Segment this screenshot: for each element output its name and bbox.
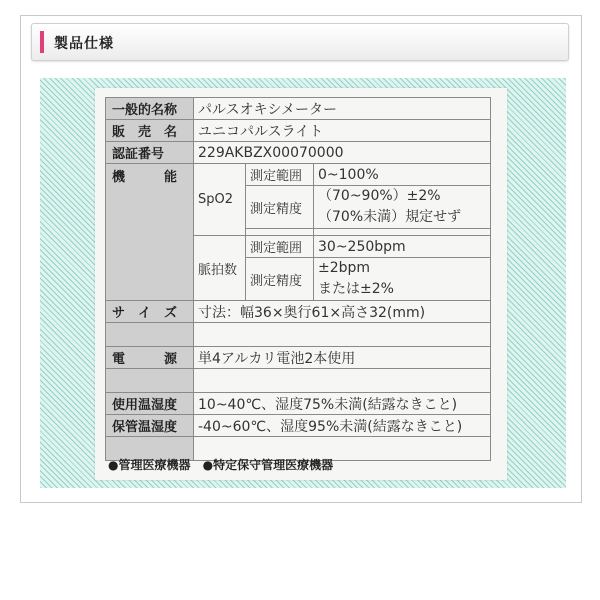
- footer-note-maintenance-device: ●特定保守管理医療機器: [202, 458, 334, 472]
- spec-table: [105, 97, 491, 461]
- spo2-accuracy-line1: （70~90%）±2%: [318, 188, 441, 204]
- pulse-accuracy-line1: ±2bpm: [318, 260, 371, 276]
- row-label-operating: 使用温湿度: [106, 393, 194, 415]
- cert-no-value: 229AKBZX00070000: [194, 142, 491, 164]
- section-header: [31, 23, 569, 61]
- spo2-accuracy-label: 測定精度: [246, 186, 314, 229]
- row-label-sales-name: 販 売 名: [106, 120, 194, 142]
- table-row: [106, 347, 491, 369]
- footer-note-controlled-device: ●管理医療機器: [108, 458, 191, 472]
- table-row: [106, 393, 491, 415]
- power-value: 単4アルカリ電池2本使用: [194, 347, 491, 369]
- row-label-power: 電 源: [106, 347, 194, 369]
- pulse-label: 脈拍数: [194, 236, 246, 301]
- size-value: 寸法：幅36×奥行61×高さ32(mm): [194, 301, 491, 323]
- pulse-range-value: 30~250bpm: [314, 236, 491, 258]
- table-row: [106, 120, 491, 142]
- spo2-range-value: 0~100%: [314, 164, 491, 186]
- row-label-function: 機 能: [106, 164, 194, 301]
- spo2-range-label: 測定範囲: [246, 164, 314, 186]
- spo2-accuracy-line2: （70%未満）規定せず: [318, 209, 462, 225]
- table-row: [106, 415, 491, 437]
- pulse-accuracy-label: 測定精度: [246, 258, 314, 301]
- section-title: 製品仕様: [54, 36, 114, 52]
- table-row: [106, 142, 491, 164]
- table-row: [106, 164, 491, 186]
- operating-value: 10~40℃、湿度75%未満(結露なきこと): [194, 393, 491, 415]
- header-accent-bar: [40, 31, 44, 53]
- table-row: [106, 98, 491, 120]
- sales-name-value: ユニコパルスライト: [194, 120, 491, 142]
- pulse-accuracy-value: [314, 258, 491, 301]
- storage-value: -40~60℃、湿度95%未満(結露なきこと): [194, 415, 491, 437]
- row-label-general-name: 一般的名称: [106, 98, 194, 120]
- general-name-value: パルスオキシメーター: [194, 98, 491, 120]
- row-label-size: サ イ ズ: [106, 301, 194, 323]
- pulse-range-label: 測定範囲: [246, 236, 314, 258]
- table-row: [106, 369, 491, 393]
- table-row: [106, 323, 491, 347]
- spo2-label: SpO2: [194, 164, 246, 236]
- spo2-accuracy-value: [314, 186, 491, 229]
- table-row: [106, 301, 491, 323]
- row-label-cert-no: 認証番号: [106, 142, 194, 164]
- footer-notes: [108, 456, 341, 473]
- row-label-storage: 保管温湿度: [106, 415, 194, 437]
- pulse-accuracy-line2: または±2%: [318, 281, 394, 297]
